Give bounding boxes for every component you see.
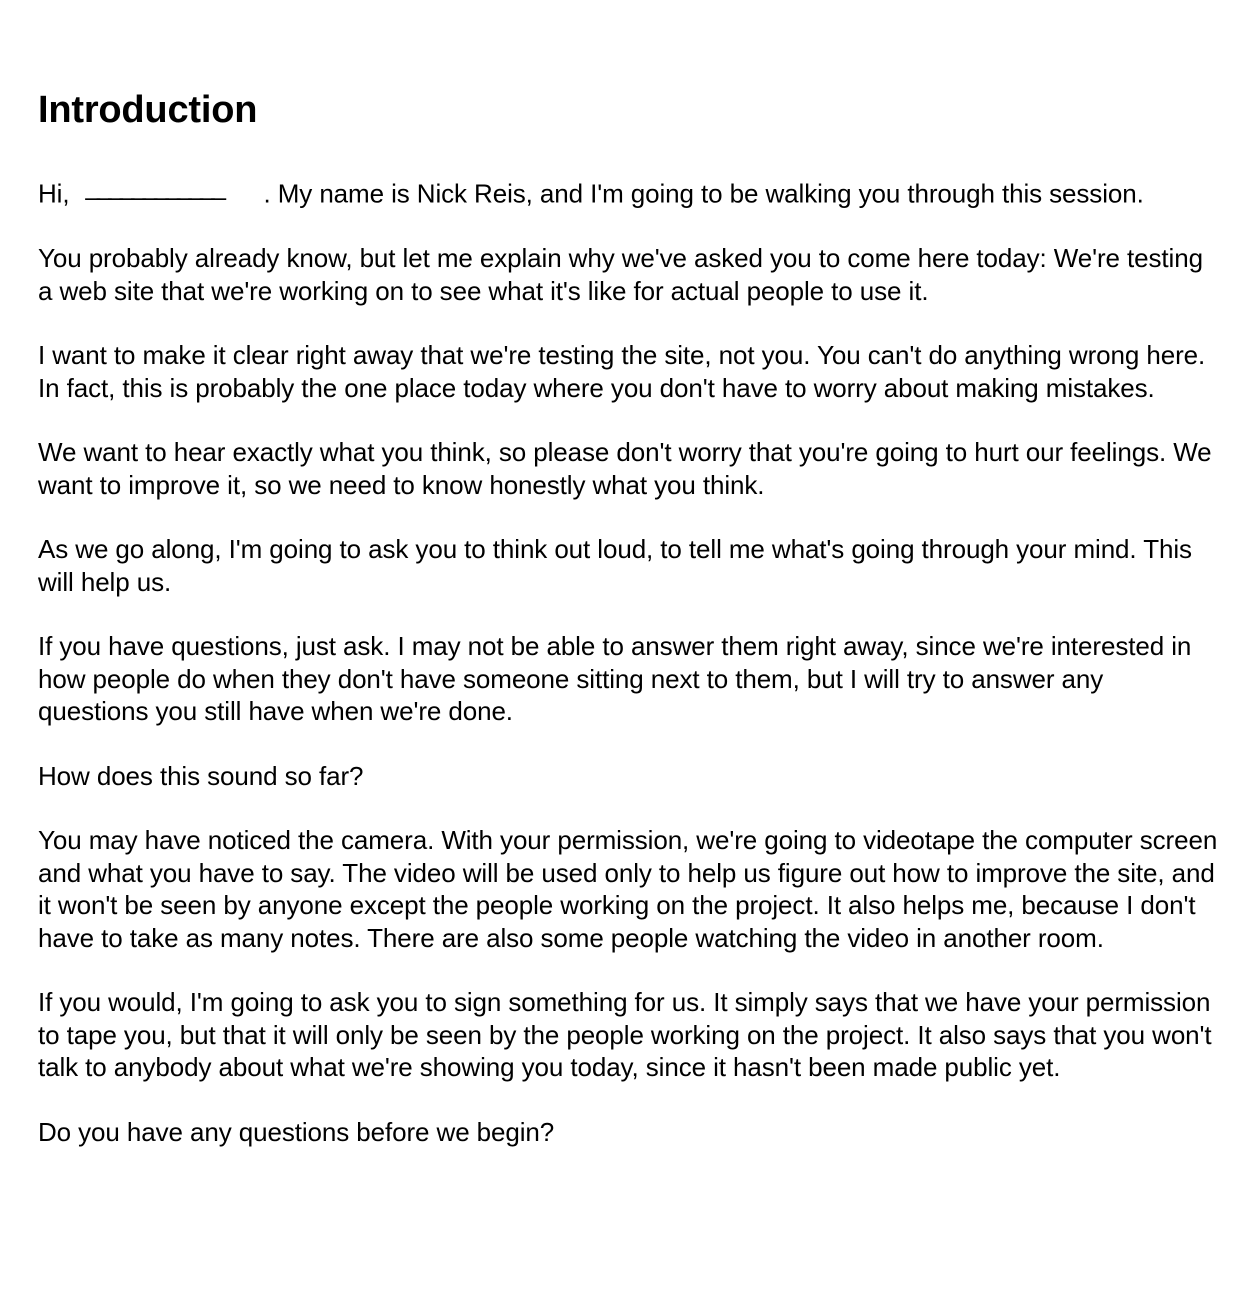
paragraph-camera: You may have noticed the camera. With your permission, we're going to videotape the computer screen and what you have to say. The video will be used only to help us figure out how to improve the site, and it won't be seen by anyone except the people working on the project. It also helps me, because I don't have to take as many notes. There are also some people watching the video in another room. bbox=[38, 825, 1218, 953]
paragraph-think-aloud: As we go along, I'm going to ask you to think out loud, to tell me what's going through your mind. This will help us. bbox=[38, 534, 1192, 597]
document bbox=[38, 84, 1218, 1180]
page-title: Introduction bbox=[38, 89, 258, 131]
greeting-prefix: Hi, bbox=[38, 178, 70, 209]
name-blank: ____________ bbox=[85, 171, 224, 201]
paragraph-honest-feedback: We want to hear exactly what you think, so please don't worry that you're going to hurt our feelings. We want to improve it, so we need to know honestly what you think. bbox=[38, 437, 1212, 500]
paragraph-not-testing-you: I want to make it clear right away that we're testing the site, not you. You can't do anything wrong here. In fact, this is probably the one place today where you don't have to worry about making mistakes. bbox=[38, 340, 1206, 403]
paragraph-purpose: You probably already know, but let me explain why we've asked you to come here today: We're testing a web site that we're working on to see what it's like for actual people to use it. bbox=[38, 243, 1203, 306]
paragraph-questions: If you have questions, just ask. I may not be able to answer them right away, since we're interested in how people do when they don't have someone sitting next to them, but I will try to answer any questions you still have when we're done. bbox=[38, 631, 1192, 726]
greeting-suffix: . My name is Nick Reis, and I'm going to be walking you through this session. bbox=[263, 178, 1144, 209]
greeting-paragraph bbox=[38, 170, 1218, 210]
paragraph-final-question: Do you have any questions before we begin? bbox=[38, 1116, 555, 1147]
paragraph-consent-form: If you would, I'm going to ask you to sign something for us. It simply says that we have your permission to tape you, but that it will only be seen by the people working on the project. It also says that you won't talk to anybody about what we're showing you today, since it hasn't been made public yet. bbox=[38, 987, 1212, 1082]
paragraph-check-in: How does this sound so far? bbox=[38, 760, 364, 791]
